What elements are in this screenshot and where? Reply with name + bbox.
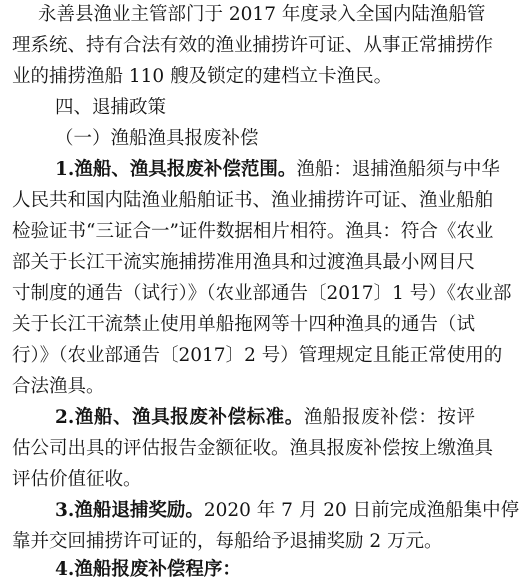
item2-line-2: 估公司出具的评估报告金额征收。渔具报废补偿按上缴渔具: [12, 438, 494, 459]
intro-line-2: 理系统、持有合法有效的渔业捕捞许可证、从事正常捕捞作: [12, 35, 494, 56]
item1-line-2: 人民共和国内陆渔业船舶证书、渔业捕捞许可证、渔业船舶: [12, 190, 494, 211]
item2-line1-rest: 渔船报废补偿：按评: [303, 407, 475, 428]
item4-title: 4.渔船报废补偿程序：: [55, 559, 241, 580]
item3-title: 3.渔船退捕奖励。: [55, 500, 204, 521]
item1-line-7: 行）》（农业部通告〔2017〕2 号）管理规定且能正常使用的: [12, 345, 503, 366]
item2-title: 2.渔船、渔具报废补偿标准。: [55, 407, 304, 428]
item1-line1-rest: 渔船：退捕渔船须与中华: [296, 159, 500, 180]
item1-line-8: 合法渔具。: [12, 376, 105, 397]
item2-line-1: [0, 403, 489, 433]
section-heading-retirement-policy: 四、退捕政策: [55, 97, 167, 118]
item3-line-2: 靠并交回捕捞许可证的，每船给予退捕奖励 2 万元。: [12, 531, 443, 552]
item1-line-3: 检验证书“三证合一”证件数据相片相符。渔具：符合《农业: [12, 221, 494, 242]
item3-line-1: [0, 496, 519, 526]
item1-title: 1.渔船、渔具报废补偿范围。: [55, 159, 297, 180]
intro-line-1: 永善县渔业主管部门于 2017 年度录入全国内陆渔船管: [38, 4, 486, 25]
item1-line-1: [0, 155, 500, 185]
subsection-heading-boat-gear-compensation: （一）渔船渔具报废补偿: [55, 128, 259, 149]
item1-line-4: 部关于长江干流实施捕捞准用渔具和过渡渔具最小网目尺: [12, 252, 475, 273]
item1-line-6: 关于长江干流禁止使用单船拖网等十四种渔具的通告（试: [12, 314, 475, 335]
intro-line-3: 业的捕捞渔船 110 艘及锁定的建档立卡渔民。: [12, 66, 393, 87]
item2-line-3: 评估价值征收。: [12, 469, 142, 490]
item1-line-5: 寸制度的通告（试行）》（农业部通告〔2017〕1 号）《农业部: [12, 283, 512, 304]
item3-line1-rest: 2020 年 7 月 20 日前完成渔船集中停: [203, 500, 519, 521]
